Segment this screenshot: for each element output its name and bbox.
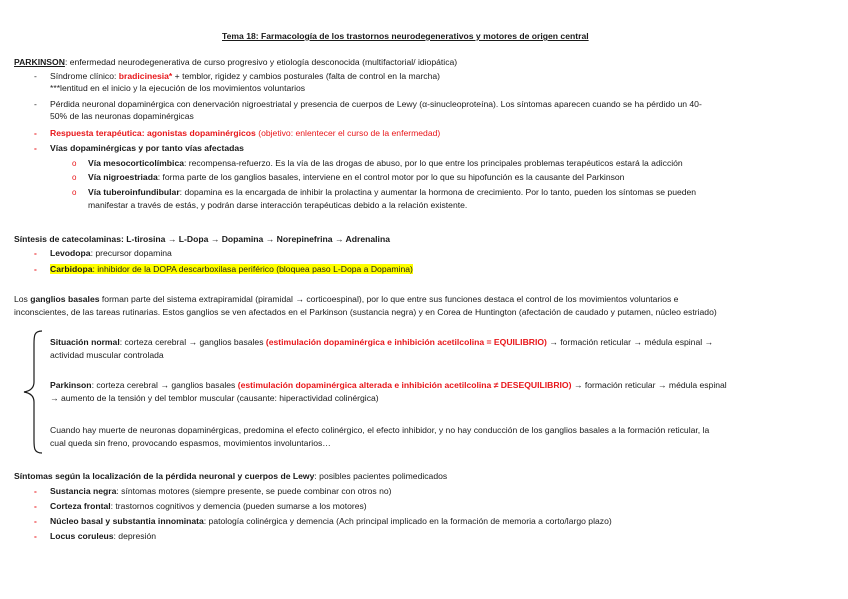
muerte-line-2: cual queda sin freno, provocando espasmos, movimientos involuntarios…: [50, 438, 331, 448]
sintoma-text: : síntomas motores (siempre presente, se puede combinar con otros no): [116, 486, 392, 496]
bradicinesia-term: bradicinesia*: [118, 71, 173, 81]
via-text: : recompensa-refuerzo. Es la vía de las drogas de abuso, por lo que entre los principales problemas terapéuticos estará la adicción: [184, 158, 683, 168]
bullet-dash: -: [34, 71, 37, 81]
via-name: Vía tuberoinfundibular: [88, 187, 180, 197]
sindrome-clinico: [50, 71, 440, 82]
parkinson-flow-pre: : corteza cerebral → ganglios basales: [91, 380, 238, 390]
bullet-dash: -: [34, 99, 37, 109]
perdida-line-2: 50% de las neuronas dopaminérgicas: [50, 111, 194, 121]
situacion-normal-post: → formación reticular → médula espinal →: [546, 337, 714, 347]
parkinson-flow-line-1: [50, 380, 727, 391]
situacion-normal-red: (estimulación dopaminérgica e inhibición acetilcolina = EQUILIBRIO): [265, 337, 547, 347]
via-name: Vía mesocorticolímbica: [88, 158, 184, 168]
via-item: [88, 172, 624, 183]
sintoma-name: Núcleo basal y substantia innominata: [50, 516, 204, 526]
curly-brace: [14, 330, 44, 454]
bullet-dash: -: [34, 248, 37, 258]
parkinson-flow-line-2: → aumento de la tensión y del temblor muscular (causante: hiperactividad colinérgica): [50, 393, 379, 403]
ganglios-bold: ganglios basales: [30, 294, 100, 304]
carbidopa-name: Carbidopa: [50, 264, 93, 274]
sintomas-heading: [14, 471, 447, 482]
respuesta-terapeutica: [50, 128, 440, 139]
respuesta-rest: (objetivo: enlentecer el curso de la enfermedad): [255, 128, 441, 138]
via-name: Vía nigroestriada: [88, 172, 158, 182]
sintoma-name: Corteza frontal: [50, 501, 111, 511]
ganglios-rest: forman parte del sistema extrapiramidal (piramidal → corticoespinal), por lo que entre sus funciones destaca el control de los movimientos voluntarios e: [99, 294, 679, 304]
via-item: [88, 158, 683, 169]
parkinson-intro-text: : enfermedad neurodegenerativa de curso progresivo y etiología desconocida (multifactorial/ idiopática): [64, 57, 458, 67]
levodopa-item: [50, 248, 172, 259]
bullet-dash: -: [34, 143, 37, 153]
carbidopa-text: : inhibidor de la DOPA descarboxilasa periférico (bloquea paso L-Dopa a Dopamina): [92, 264, 413, 274]
parkinson-flow-label: Parkinson: [50, 380, 92, 390]
ganglios-pre: Los: [14, 294, 31, 304]
bullet-dash: -: [34, 486, 37, 496]
sintesis-heading: Síntesis de catecolaminas: L-tirosina → L-Dopa → Dopamina → Norepinefrina → Adrenalina: [14, 234, 390, 244]
sintomas-heading-rest: : posibles pacientes polimedicados: [314, 471, 448, 481]
bullet-dash: -: [34, 128, 37, 138]
levodopa-name: Levodopa: [50, 248, 91, 258]
parkinson-intro: [14, 57, 457, 68]
levodopa-text: : precursor dopamina: [90, 248, 172, 258]
sintoma-item: [50, 501, 367, 512]
parkinson-heading: PARKINSON: [14, 57, 65, 67]
sintoma-text: : trastornos cognitivos y demencia (pueden sumarse a los motores): [110, 501, 367, 511]
sindrome-rest: + temblor, rigidez y cambios posturales (falta de control en la marcha): [172, 71, 441, 81]
situacion-normal-line-1: [50, 337, 713, 348]
sindrome-note: ***lentitud en el inicio y la ejecución de los movimientos voluntarios: [50, 83, 306, 93]
sindrome-label: Síndrome clínico:: [50, 71, 119, 81]
via-text-cont: manifestar a través de estás, y podrán darse interacción terapéuticas debido a la relación existente.: [88, 200, 468, 210]
sintoma-item: [50, 516, 612, 527]
bullet-circle: o: [72, 188, 77, 197]
bullet-circle: o: [72, 173, 77, 182]
bullet-dash: -: [34, 501, 37, 511]
bullet-dash: -: [34, 531, 37, 541]
bullet-circle: o: [72, 159, 77, 168]
sintoma-text: : depresión: [113, 531, 157, 541]
sintoma-name: Locus coruleus: [50, 531, 114, 541]
sintoma-name: Sustancia negra: [50, 486, 117, 496]
sintoma-text: : patología colinérgica y demencia (Ach principal implicado en la formación de memoria a corto/largo plazo): [203, 516, 612, 526]
respuesta-bold: Respuesta terapéutica: agonistas dopaminérgicos: [50, 128, 256, 138]
situacion-normal-pre: : corteza cerebral → ganglios basales: [119, 337, 266, 347]
sintoma-item: [50, 486, 392, 497]
muerte-line-1: Cuando hay muerte de neuronas dopaminérgicas, predomina el efecto colinérgico, el efecto inhibidor, y no hay conducción de los ganglios basales a la formación reticular, la: [50, 425, 710, 435]
perdida-line-1: Pérdida neuronal dopaminérgica con denervación nigroestriatal y presencia de cuerpos de Lewy (α-sinucleoproteína). Los síntomas aparecen cuando se ha pérdido un 40-: [50, 99, 702, 109]
parkinson-flow-post: → formación reticular → médula espinal: [571, 380, 727, 390]
sintomas-heading-bold: Síntomas según la localización de la pérdida neuronal y cuerpos de Lewy: [14, 471, 315, 481]
via-text: : forma parte de los ganglios basales, interviene en el control motor por lo que su hipofunción es la causante del Parkinson: [157, 172, 625, 182]
sintoma-item: [50, 531, 156, 542]
page-title: Tema 18: Farmacología de los trastornos neurodegenerativos y motores de origen central: [222, 31, 589, 41]
parkinson-flow-red: (estimulación dopaminérgica alterada e inhibición acetilcolina ≠ DESEQUILIBRIO): [237, 380, 572, 390]
vias-heading: Vías dopaminérgicas y por tanto vías afectadas: [50, 143, 244, 153]
ganglios-line-2: inconscientes, de las tareas rutinarias. Estos ganglios se ven afectados en el Parkinson (sustancia negra) y en Corea de Huntington (afectación de caudado y putamen, núcleo estriado): [14, 307, 717, 317]
ganglios-line-1: [14, 294, 678, 305]
situacion-normal-label: Situación normal: [50, 337, 120, 347]
situacion-normal-line-2: actividad muscular controlada: [50, 350, 164, 360]
bullet-dash: -: [34, 516, 37, 526]
bullet-dash: -: [34, 264, 37, 274]
carbidopa-item: [50, 264, 413, 275]
via-text: : dopamina es la encargada de inhibir la prolactina y aumentar la hormona de crecimiento. Por lo tanto, pueden los síntomas se pueden: [179, 187, 697, 197]
via-item: [88, 187, 696, 198]
